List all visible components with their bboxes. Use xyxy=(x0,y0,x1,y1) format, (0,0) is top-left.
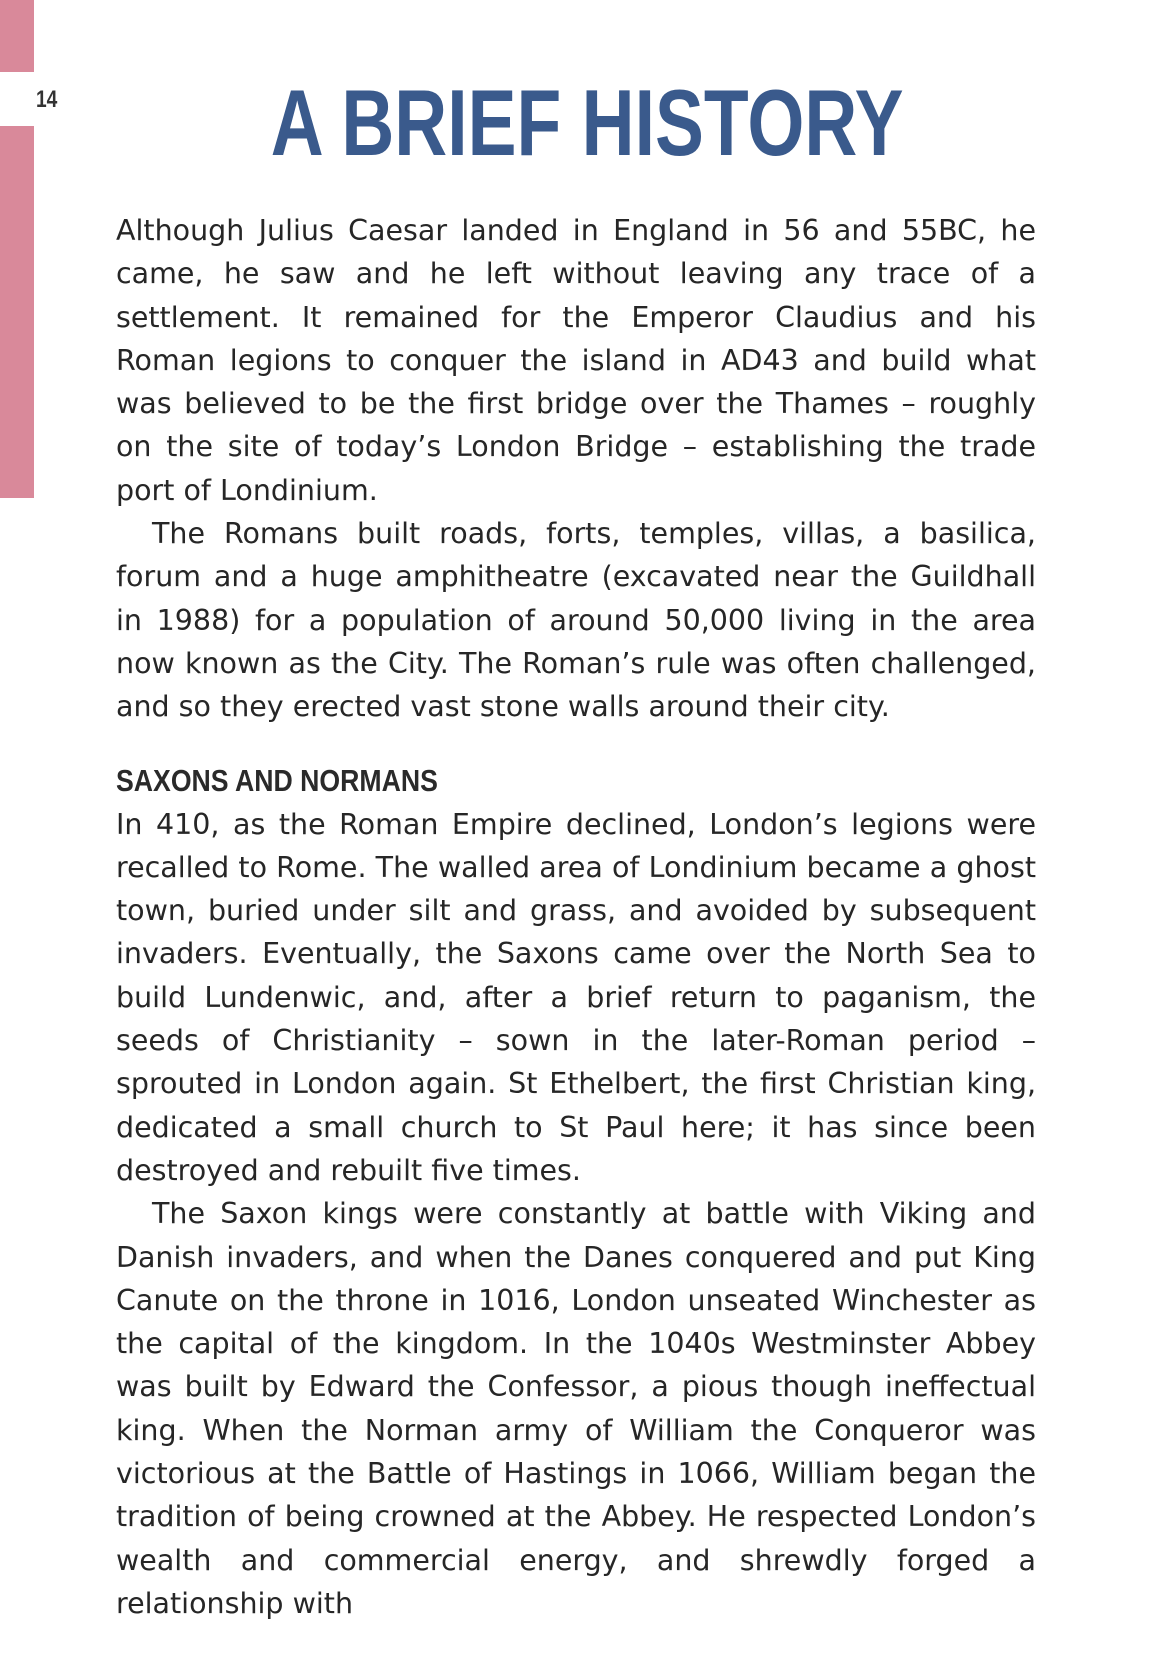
paragraph-normans: The Saxon kings were constantly at battle with Viking and Danish invaders, and when the Danes conquered and put King Canute on the throne in 1016, London unseated Winchester as the capital of the kingdom. In the 1040s Westminster Abbey was built by Edward the Confessor, a pious though ineffectual king. When the Norman army of William the Conqueror was victorious at the Battle of Hastings in 1066, William began the tradition of being crowned at the Abbey. He respected London’s wealth and commercial energy, and shrewdly forged a relationship with xyxy=(116,1197,1036,1620)
section-heading: SAXONS AND NORMANS xyxy=(116,762,438,798)
paragraph-roman-arrival: Although Julius Caesar landed in England in 56 and 55BC, he came, he saw and he left without leaving any trace of a settlement. It remained for the Emperor Claudius and his Roman legions to conquer the island in AD43 and build what was believed to be the first bridge over the Thames – roughly on the site of today’s London Bridge – establishing the trade port of Londinium. xyxy=(116,214,1036,507)
edge-tab-top xyxy=(0,0,34,72)
paragraph-roman-building: The Romans built roads, forts, temples, villas, a basilica, forum and a huge amphitheatre (excavated near the Guildhall in 1988) for a population of around 50,000 living in the area now known as the City. The Roman’s rule was often challenged, and so they erected vast stone walls around their city. xyxy=(116,517,1036,724)
article-body xyxy=(116,209,1036,1625)
paragraph-saxons: In 410, as the Roman Empire declined, London’s legions were recalled to Rome. The walled area of Londinium became a ghost town, buried under silt and grass, and avoided by subsequent invaders. Eventually, the Saxons came over the North Sea to build Lundenwic, and, after a brief return to paganism, the seeds of Christianity – sown in the later-Roman period – sprouted in London again. St Ethelbert, the first Christian king, dedicated a small church to St Paul here; it has since been destroyed and rebuilt five times. xyxy=(116,807,1036,1187)
page-number: 14 xyxy=(36,86,58,113)
edge-tab-bottom xyxy=(0,126,34,498)
page-title: A BRIEF HISTORY xyxy=(270,70,904,175)
